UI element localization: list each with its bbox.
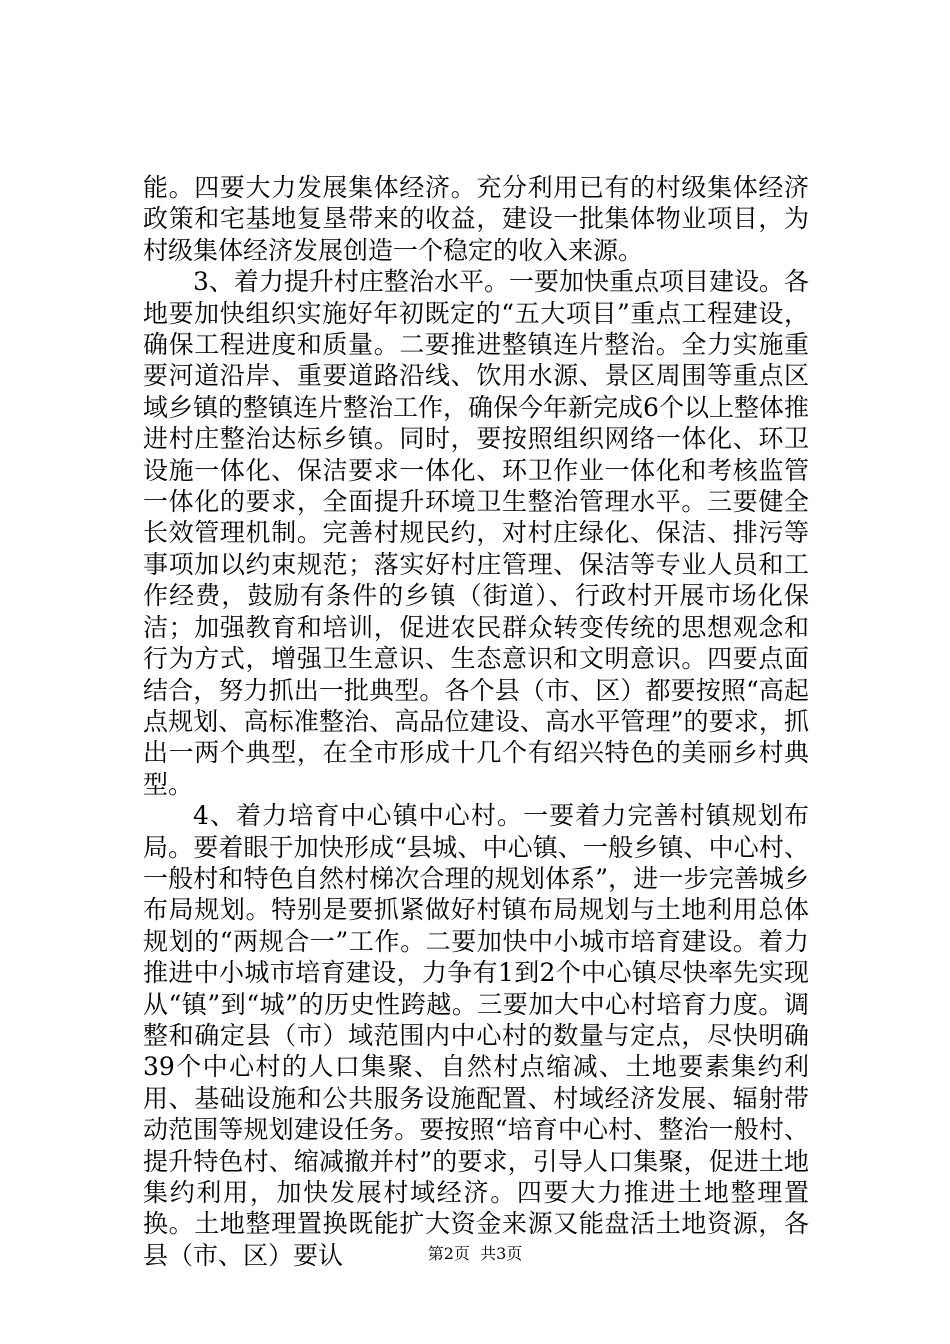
document-body [143,172,809,1271]
page-footer [0,1244,950,1264]
page-number: 第2页 [427,1244,470,1263]
paragraph-continuation: 能。四要大力发展集体经济。充分利用已有的村级集体经济政策和宅基地复垦带来的收益，建设一批集体物业项目，为村级集体经济发展创造一个稳定的收入来源。 [143,173,809,265]
paragraph-village-renovation: 3、着力提升村庄整治水平。一要加快重点项目建设。各地要加快组织实施好年初既定的“五大项目”重点工程建设，确保工程进度和质量。二要推进整镇连片整治。全力实施重要河道沿岸、重要道路沿线、饮用水源、景区周围等重点区域乡镇的整镇连片整治工作，确保今年新完成6个以上整体推进村庄整治达标乡镇。同时，要按照组织网络一体化、环卫设施一体化、保洁要求一体化、环卫作业一体化和考核监管一体化的要求，全面提升环境卫生整治管理水平。三要健全长效管理机制。完善村规民约，对村庄绿化、保洁、排污等事项加以约束规范；落实好村庄管理、保洁等专业人员和工作经费，鼓励有条件的乡镇（街道）、行政村开展市场化保洁；加强教育和培训，促进农民群众转变传统的思想观念和行为方式，增强卫生意识、生态意识和文明意识。四要点面结合，努力抓出一批典型。各个县（市、区）都要按照“高起点规划、高标准整治、高品位建设、高水平管理”的要求，抓出一两个典型，在全市形成十几个有绍兴特色的美丽乡村典型。 [143,267,809,799]
paragraph-central-towns: 4、着力培育中心镇中心村。一要着力完善村镇规划布局。要着眼于加快形成“县城、中心镇、一般乡镇、中心村、一般村和特色自然村梯次合理的规划体系”，进一步完善城乡布局规划。特别是要抓紧做好村镇布局规划与土地利用总体规划的“两规合一”工作。二要加快中小城市培育建设。着力推进中小城市培育建设，力争有1到2个中心镇尽快率先实现从“镇”到“城”的历史性跨越。三要加大中心村培育力度。调整和确定县（市）域范围内中心村的数量与定点，尽快明确39个中心村的人口集聚、自然村点缩减、土地要素集约利用、基础设施和公共服务设施配置、村域经济发展、辐射带动范围等规划建设任务。要按照“培育中心村、整治一般村、提升特色村、缩减撤并村”的要求，引导人口集聚，促进土地集约利用，加快发展村域经济。四要大力推进土地整理置换。土地整理置换既能扩大资金来源又能盘活土地资源，各县（市、区）要认 [143,801,809,1270]
page-total: 共3页 [480,1244,523,1263]
